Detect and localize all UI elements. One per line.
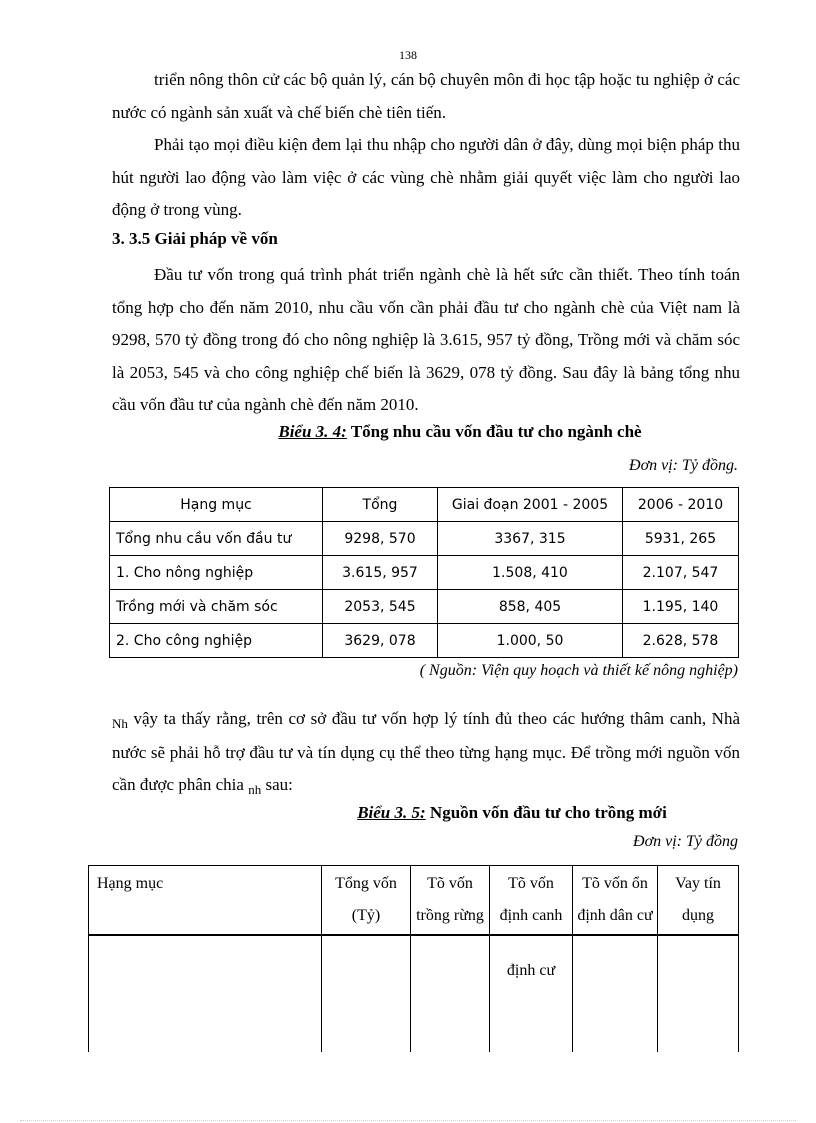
- table-row: [110, 624, 739, 658]
- new-planting-table: [88, 865, 739, 1052]
- table-cell: 1.000, 50: [438, 624, 623, 658]
- paragraph-4-prefix: Nh: [112, 716, 128, 731]
- table-cell: 3367, 315: [438, 522, 623, 556]
- table-cell: 2.107, 547: [623, 556, 739, 590]
- table-cell: 2053, 545: [323, 590, 438, 624]
- table-header-row: [89, 866, 739, 936]
- table-cell: 3629, 078: [323, 624, 438, 658]
- page-bottom-divider: [20, 1120, 796, 1121]
- paragraph-4-main: vậy ta thấy rằng, trên cơ sở đầu tư vốn hợp lý tính đủ theo các hướng thâm canh, Nhà nước sẽ phải hỗ trợ đầu tư và tín dụng cụ thể theo từng hạng mục. Để trồng mới nguồn vốn cần được phân chia: [112, 709, 741, 794]
- table-cell: 5931, 265: [623, 522, 739, 556]
- table1-caption: [52, 422, 816, 442]
- table-header: Hạng mục: [89, 866, 322, 936]
- table-cell: 9298, 570: [323, 522, 438, 556]
- table-header: Giai đoạn 2001 - 2005: [438, 488, 623, 522]
- table-cell: định cư: [490, 935, 573, 1052]
- table-header: Vay tín dụng: [658, 866, 739, 936]
- investment-table: [109, 487, 739, 658]
- table-cell: 858, 405: [438, 590, 623, 624]
- table-cell: Tổng nhu cầu vốn đầu tư: [110, 522, 323, 556]
- paragraph-2: Phải tạo mọi điều kiện đem lại thu nhập cho người dân ở đây, dùng mọi biện pháp thu hút người lao động vào làm việc ở các vùng chè nhằm giải quyết việc làm cho người lao động ở trong vùng.: [112, 135, 740, 219]
- table-cell: [89, 935, 322, 1052]
- table-cell: [411, 935, 490, 1052]
- table-header: Tõ vốn định canh: [490, 866, 573, 936]
- page-number: 138: [399, 48, 417, 62]
- paragraph-4: [112, 703, 740, 803]
- table-row: [110, 522, 739, 556]
- table1-unit: Đơn vị: Tỷ đồng.: [629, 457, 738, 474]
- table2-unit: Đơn vị: Tỷ đồng: [633, 833, 738, 850]
- paragraph-4-end: sau:: [265, 775, 293, 794]
- table-header: Tõ vốn trồng rừng: [411, 866, 490, 936]
- table-header-row: [110, 488, 739, 522]
- table-row: [89, 935, 739, 1052]
- table-header: Tổng vốn (Tỷ): [322, 866, 411, 936]
- table-cell: [573, 935, 658, 1052]
- table2-caption: [104, 803, 816, 823]
- table-cell: 3.615, 957: [323, 556, 438, 590]
- table-cell: 1. Cho nông nghiệp: [110, 556, 323, 590]
- table1-caption-label: Biểu 3. 4:: [278, 422, 347, 441]
- table-cell: 2.628, 578: [623, 624, 739, 658]
- section-heading: 3. 3.5 Giải pháp về vốn: [112, 229, 278, 248]
- table-header: 2006 - 2010: [623, 488, 739, 522]
- paragraph-3: Đầu tư vốn trong quá trình phát triển ngành chè là hết sức cần thiết. Theo tính toán tổng hợp cho đến năm 2010, nhu cầu vốn cần phải đầu tư cho ngành chè của Việt nam là 9298, 570 tỷ đồng trong đó cho nông nghiệp là 3.615, 957 tỷ đồng, Trồng mới và chăm sóc là 2053, 545 và cho công nghiệp chế biến là 3629, 078 tỷ đồng. Sau đây là bảng tổng nhu cầu vốn đầu tư của ngành chè đến năm 2010.: [112, 265, 740, 414]
- table-header: Hạng mục: [110, 488, 323, 522]
- table1-source: ( Nguồn: Viện quy hoạch và thiết kế nông nghiệp): [419, 662, 738, 679]
- table2-caption-title: Nguồn vốn đầu tư cho trồng mới: [429, 803, 667, 822]
- table2-caption-label: Biểu 3. 5:: [357, 803, 426, 822]
- table1-caption-title: Tổng nhu cầu vốn đầu tư cho ngành chè: [350, 422, 642, 441]
- table-cell: Trồng mới và chăm sóc: [110, 590, 323, 624]
- paragraph-4-sub: nh: [248, 782, 262, 797]
- table-cell: 1.508, 410: [438, 556, 623, 590]
- table-cell: 2. Cho công nghiệp: [110, 624, 323, 658]
- table-header: Tõ vốn ổn định dân cư: [573, 866, 658, 936]
- table-header: Tổng: [323, 488, 438, 522]
- table-row: [110, 590, 739, 624]
- table-cell: [658, 935, 739, 1052]
- table-cell: 1.195, 140: [623, 590, 739, 624]
- paragraph-1: triển nông thôn cử các bộ quản lý, cán bộ chuyên môn đi học tập hoặc tu nghiệp ở các nước có ngành sản xuất và chế biến chè tiên tiến.: [112, 70, 740, 122]
- table-cell: [322, 935, 411, 1052]
- table-row: [110, 556, 739, 590]
